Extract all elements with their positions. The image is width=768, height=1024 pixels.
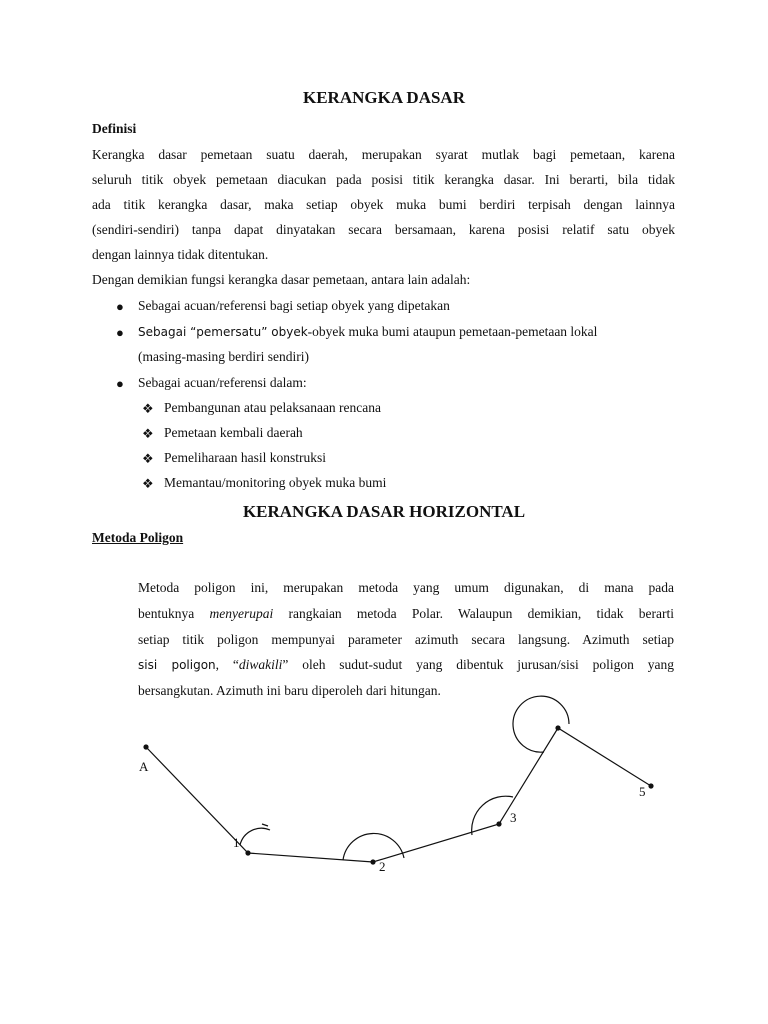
paragraph2-line: bersangkutan. Azimuth ini baru diperoleh dari hitungan. [138,683,441,698]
method-heading: Metoda Poligon [92,530,184,545]
diamond-bullet-icon: ❖ [142,451,154,466]
text-run-italic: menyerupai [209,606,274,621]
intro-line: Dengan demikian fungsi kerangka dasar pemetaan, antara lain adalah: [92,272,471,287]
bullet-item-continuation: (masing-masing berdiri sendiri) [138,349,309,364]
text-run: ” oleh sudut-sudut yang dibentuk jurusan/sisi poligon yang [282,657,674,672]
bullet-dot-icon: ● [116,376,124,391]
paragraph1-line: dengan lainnya tidak ditentukan. [92,247,269,262]
point-marker [370,859,375,864]
point-marker [245,850,250,855]
paragraph2-line: setiap titik poligon mempunyai parameter azimuth secara langsung. Azimuth setiap [138,632,674,647]
text-run-italic: diwakili [238,657,283,672]
bullet-dot-icon: ● [116,325,124,340]
point-marker [143,744,148,749]
bullet-item-part: -obyek muka bumi ataupun pemetaan-pemetaan lokal [307,324,598,339]
angle-arc-1 [240,828,270,845]
point-marker [648,783,653,788]
bullet-dot-icon: ● [116,299,124,314]
point-label-a: A [139,759,149,774]
text-run-mono: sisi poligon [138,658,216,672]
bullet-item: Sebagai acuan/referensi dalam: [138,375,307,390]
definisi-heading: Definisi [92,121,137,136]
page-title: KERANGKA DASAR [303,88,465,107]
point-label-3: 3 [510,810,517,825]
section-title: KERANGKA DASAR HORIZONTAL [242,502,526,521]
point-marker [496,821,501,826]
text-run: , “ [215,657,239,672]
bullet-item-part: Sebagai “pemersatu” obyek [138,325,308,339]
sub-item: Pemetaan kembali daerah [164,425,303,440]
bullet-item: Sebagai acuan/referensi bagi setiap obyek yang dipetakan [138,298,450,313]
paragraph1-line: Kerangka dasar pemetaan suatu daerah, merupakan syarat mutlak bagi pemetaan, karena [92,147,675,162]
diamond-bullet-icon: ❖ [142,426,154,441]
point-marker [555,725,560,730]
paragraph1-line: ada titik kerangka dasar, maka setiap obyek muka bumi berdiri terpisah dengan lainnya [92,197,675,212]
paragraph1-line: seluruh titik obyek pemetaan diacukan pada posisi titik kerangka dasar. Ini berarti, bila tidak [92,172,675,187]
text-run: rangkaian metoda Polar. Walaupun demikian, tidak berarti [273,606,674,621]
point-label-1: 1 [233,835,240,850]
text-run: bentuknya [138,606,210,621]
diamond-bullet-icon: ❖ [142,476,154,491]
angle-arc-4 [513,696,569,752]
polygon-traverse-line [146,728,651,862]
paragraph1-line: (sendiri-sendiri) tanpa dapat dinyatakan secara bersamaan, karena posisi relatif satu obyek [92,222,675,237]
paragraph2-line: Metoda poligon ini, merupakan metoda yang umum digunakan, di mana pada [138,580,674,595]
point-label-2: 2 [379,859,386,874]
angle-arc-3 [472,796,513,835]
angle-arc-1-tick [262,824,268,826]
point-label-5: 5 [639,784,646,799]
sub-item: Pembangunan atau pelaksanaan rencana [164,400,382,415]
diamond-bullet-icon: ❖ [142,401,154,416]
sub-item: Pemeliharaan hasil konstruksi [164,450,326,465]
sub-item: Memantau/monitoring obyek muka bumi [164,475,387,490]
